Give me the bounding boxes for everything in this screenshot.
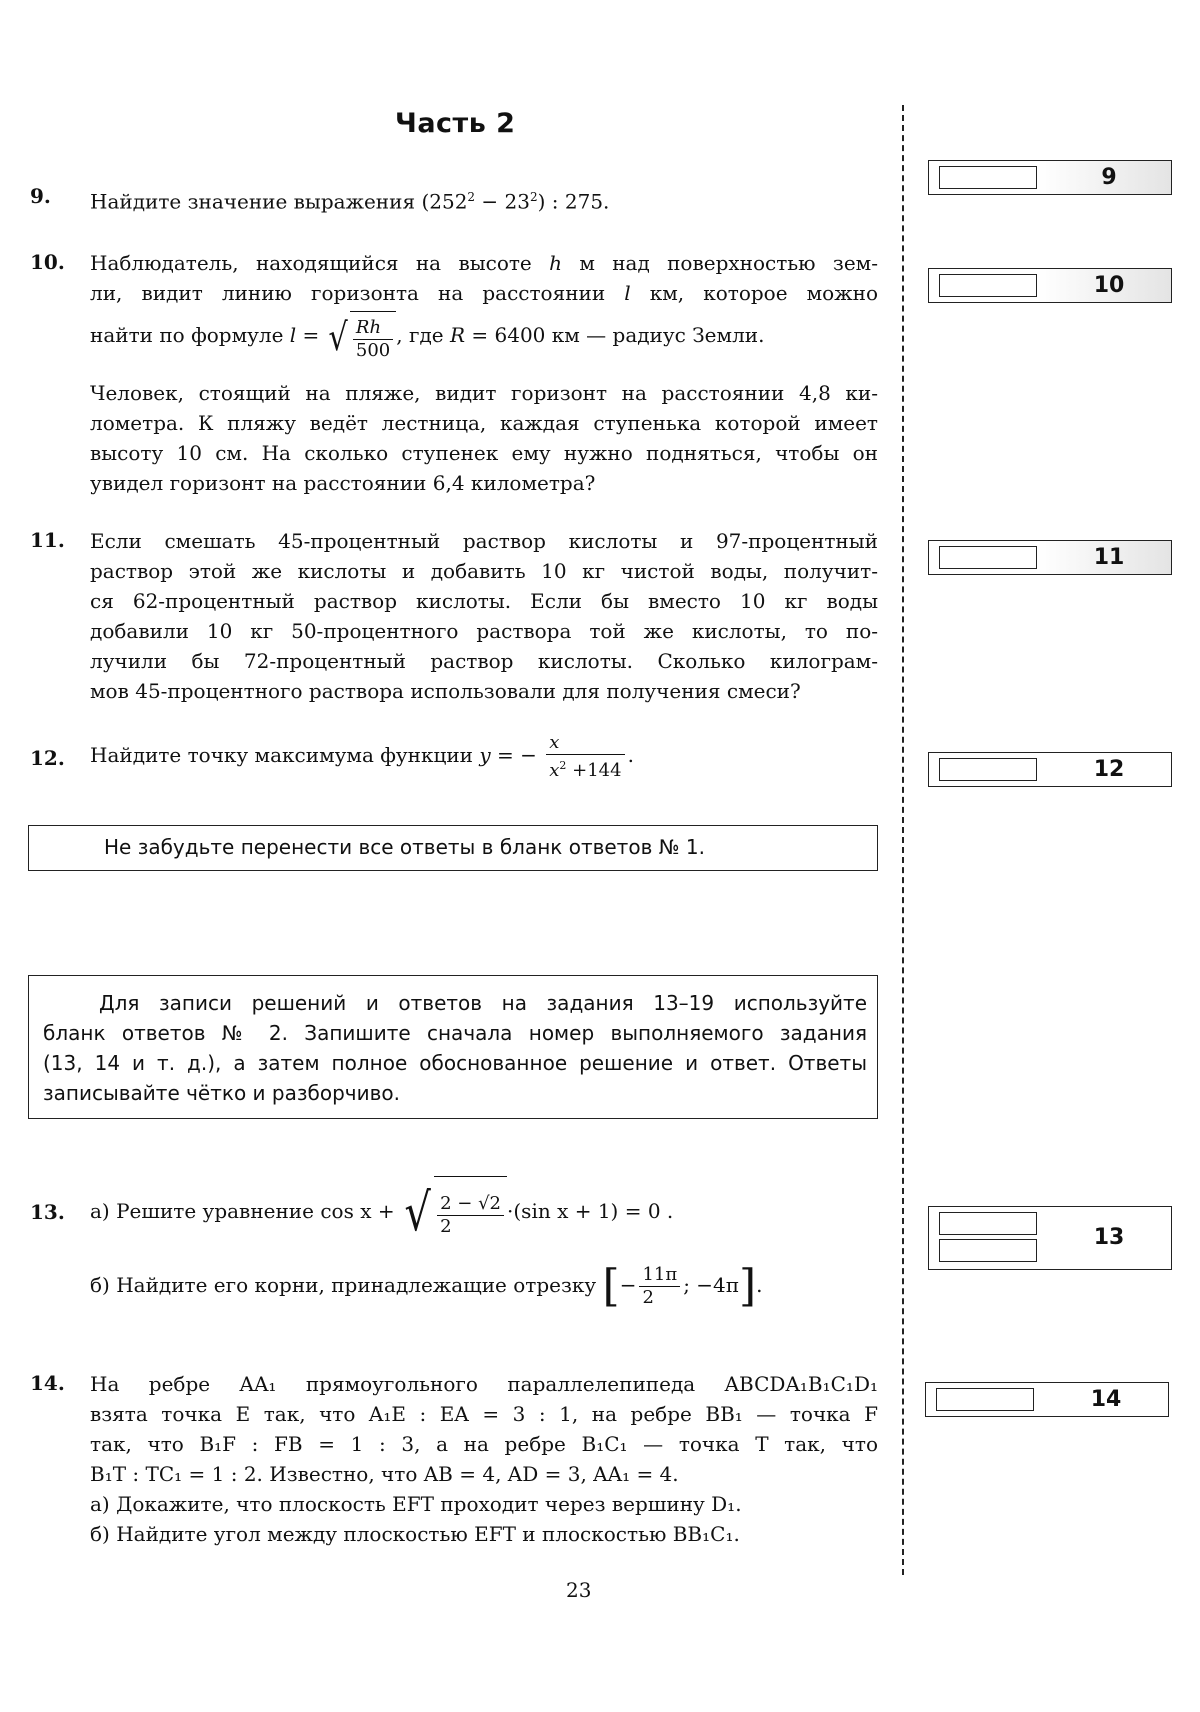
task-10-paragraph-2: Человек, стоящий на пляже, видит горизонт на расстоянии 4,8 ки- лометра. К пляжу ведёт лестница, каждая ступенька которой имеет высоту 10 см. На сколько ступенек ему нужно подняться, чтобы он увидел горизонт на расстоянии 6,4 километра?: [90, 381, 878, 495]
sqrt-formula: √ $\frac{Rh}{500}$: [326, 310, 397, 363]
instruction-box: Для записи решений и ответов на задания 13–19 используйте бланк ответов № 2. Запишите сначала номер выполняемого задания (13, 14 и т. д.), а затем полное обоснованное решение и ответ. Ответы записывайте чётко и разборчиво.: [28, 975, 878, 1119]
answer-label-11: 11: [1093, 545, 1125, 570]
task-9-number: 9.: [30, 184, 51, 208]
answer-box-10[interactable]: [928, 268, 1172, 303]
answer-cell-9[interactable]: [939, 166, 1037, 189]
task-10-text: Наблюдатель, находящийся на высоте h м над поверхностью зем- ли, видит линию горизонта на расстоянии l км, которое можно: [90, 251, 878, 305]
answer-box-12[interactable]: [928, 752, 1172, 787]
task-13-part-a: а) Решите уравнение cos x + √ $\frac{2 - √2}{2}$ ·(sin x + 1) = 0 .: [90, 1175, 878, 1250]
answer-cell-13-a[interactable]: [939, 1212, 1037, 1235]
task-9-text: Найдите значение выражения $(252^2 - 23^2)$ : 275.: [90, 189, 610, 214]
notice-transfer-text: Не забудьте перенести все ответы в бланк ответов № 1.: [104, 835, 705, 859]
task-11-text: Если смешать 45-процентный раствор кислоты и 97-процентный раствор этой же кислоты и добавить 10 кг чистой воды, получит- ся 62-процентный раствор кислоты. Если бы вместо 10 кг воды добавили 10 кг 50-процентного раствора той же кислоты, то по- лучили бы 72-процентный раствор кислоты. Сколько килограм- мов 45-процентного раствора использовали для получения смеси?: [90, 529, 878, 703]
task-13-number: 13.: [30, 1200, 65, 1224]
task-14-number: 14.: [30, 1371, 65, 1395]
answer-label-14: 14: [1090, 1387, 1122, 1412]
part-title: Часть 2: [395, 108, 516, 139]
answer-label-13: 13: [1093, 1225, 1125, 1250]
answer-cell-14[interactable]: [936, 1388, 1034, 1411]
answer-box-13[interactable]: [928, 1206, 1172, 1270]
answer-label-12: 12: [1093, 757, 1125, 782]
page-number: 23: [566, 1578, 592, 1602]
answer-box-14[interactable]: [925, 1382, 1169, 1417]
notice-transfer-box: [28, 825, 878, 871]
cut-line: [902, 105, 904, 1575]
task-14-text: На ребре AA₁ прямоугольного параллелепипеда ABCDA₁B₁C₁D₁ взята точка E так, что A₁E : EA = 3 : 1, на ребре BB₁ — точка F так, что B₁F : FB = 1 : 3, а на ребре B₁C₁ — точка T так, что B₁T : TC₁ = 1 : 2. Известно, что AB = 4, AD = 3, AA₁ = 4. а) Докажите, что плоскость EFT проходит через вершину D₁. б) Найдите угол между плоскостью EFT и плоскостью BB₁C₁.: [90, 1372, 878, 1546]
answer-label-9: 9: [1101, 165, 1117, 190]
answer-cell-12[interactable]: [939, 758, 1037, 781]
answer-cell-11[interactable]: [939, 546, 1037, 569]
task-10-formula-line: найти по формуле l = √ $\frac{Rh}{500}$ , где R = 6400 км — радиус Земли.: [90, 310, 878, 363]
answer-cell-13-b[interactable]: [939, 1239, 1037, 1262]
answer-cell-10[interactable]: [939, 274, 1037, 297]
task-10-number: 10.: [30, 250, 65, 274]
task-12-number: 12.: [30, 746, 65, 770]
answer-label-10: 10: [1093, 273, 1125, 298]
answer-box-11[interactable]: [928, 540, 1172, 575]
answer-box-9[interactable]: [928, 160, 1172, 195]
task-13-part-b: б) Найдите его корни, принадлежащие отрезку [− $\frac{11\pi}{2}$ ; −4π].: [90, 1260, 763, 1312]
task-11-number: 11.: [30, 528, 65, 552]
task-12-text: Найдите точку максимума функции y = − $\frac{x}{x^2 +144}$ .: [90, 731, 634, 781]
